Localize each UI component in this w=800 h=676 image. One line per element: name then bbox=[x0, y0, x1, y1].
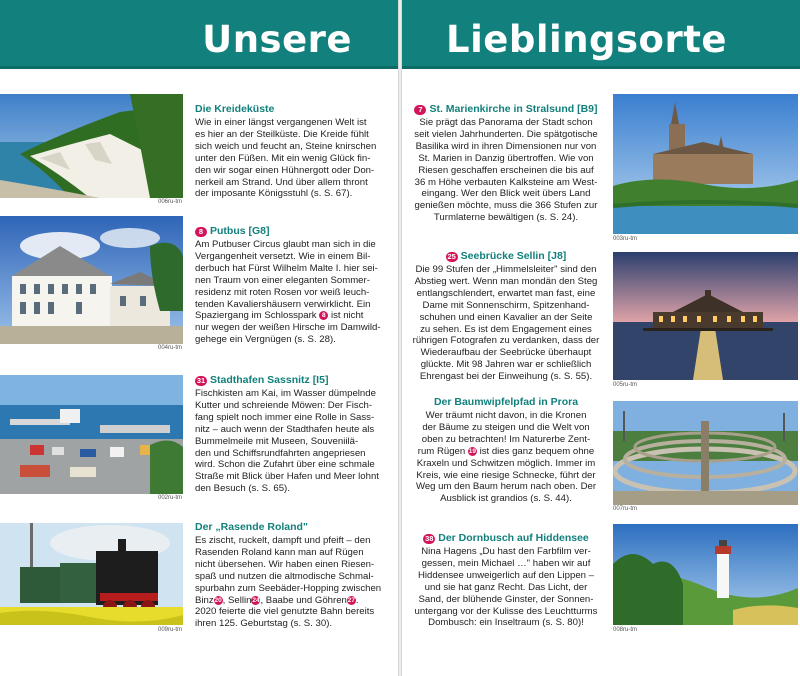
photo-dornbusch bbox=[613, 524, 798, 625]
entry-title: 7 St. Marienkirche in Stralsund [B9] bbox=[408, 103, 604, 116]
header-band-right bbox=[402, 0, 800, 66]
photo-marienkirche bbox=[613, 94, 798, 234]
entry-text: Wer träumt nicht davon, in die Kronen der Bäume zu steigen und die Welt von oben zu betrachten! Im Naturerbe Zent- rum Rügen 19 ist dies ganz bequem ohne Kraxeln und Schwitzen möglich. Immer im Kreis, wie eine riesige Schnecke, führt der Weg um den Baum herum nach oben. Der Ausblick ist grandios (s. S. 44). bbox=[415, 410, 597, 505]
header-band-left bbox=[0, 0, 398, 66]
location-marker: 24 bbox=[252, 596, 260, 604]
entry-putbus bbox=[195, 225, 391, 346]
entry-title: 38 Der Dornbusch auf Hiddensee bbox=[425, 532, 589, 544]
page-heading-left: Unsere bbox=[202, 18, 352, 61]
photo-kreidekueste bbox=[0, 94, 183, 198]
entry-text: Wie in einer längst vergangenen Welt ist es hier an der Steilküste. Die Kreide fühlt sich weich und feucht an, Steine knirschen unter den Füßen. Mit ein wenig Glück fin- den wir sogar einen Hühnergott oder Don- nerkeil am Strand. Und über allem thront der imposante Königsstuhl (s. S. 67). bbox=[195, 117, 377, 200]
entry-title: 31 Stadthafen Sassnitz [I5] bbox=[196, 374, 329, 386]
entry-title: Der „Rasende Roland" bbox=[195, 521, 308, 533]
photo-seebruecke-sellin bbox=[613, 252, 798, 380]
photo-credit: 009ru-tm bbox=[158, 627, 183, 633]
entry-title: 8 Putbus [G8] bbox=[195, 225, 391, 238]
location-number-badge: 25 bbox=[447, 251, 456, 261]
entry-baumwipfelpfad bbox=[408, 396, 604, 505]
entry-kreidekueste bbox=[195, 103, 391, 200]
photo-credit: 006ru-tm bbox=[158, 199, 183, 205]
location-marker: 19 bbox=[468, 447, 476, 455]
location-number-badge: 31 bbox=[196, 375, 206, 385]
header-divider-left bbox=[0, 66, 398, 69]
location-marker: 8 bbox=[319, 311, 328, 320]
photo-credit: 008ru-tm bbox=[613, 627, 638, 633]
entry-text: Sie prägt das Panorama der Stadt schon seit vielen Jahrhunderten. Die spätgotische Basilika wird in ihren Dimensionen nur von St. Marien in Danzig übertroffen. Wie von Riesen geschaffen erscheinen die bis auf 36 m Höhe verbauten Kalksteine am West- eingang. Wer den Blick weit übers Land genießen möchte, muss die 366 Stufen zur Turmlaterne bewältigen (s. S. 24). bbox=[414, 117, 598, 224]
entry-title: 25 Seebrücke Sellin [J8] bbox=[447, 250, 567, 262]
entry-marienkirche bbox=[408, 103, 604, 224]
photo-credit: 003ru-tm bbox=[613, 236, 638, 242]
photo-putbus bbox=[0, 216, 183, 344]
photo-baumwipfelpfad bbox=[613, 401, 798, 505]
left-page bbox=[0, 0, 398, 676]
entry-title: Die Kreideküste bbox=[195, 103, 275, 115]
entry-text: Die 99 Stufen der „Himmelsleiter" sind den Abstieg wert. Wenn man mondän den Steg entlangschlendert, erwartet man fast, eine Dame mit Sonnenschirm, Spitzenhand- schuhen und einen Kavalier an der Seite zu sehen. Es ist dem Engagement eines rührigen Fotografen zu verdanken, dass der Wiederaufbau der Seebrücke überhaupt glückte. Mit 98 Jahren war er schließlich Ehrengast bei der Einweihung (s. S. 55). bbox=[412, 264, 600, 383]
entry-title: Der Baumwipfelpfad in Prora bbox=[433, 396, 579, 408]
entry-rasender-roland bbox=[195, 521, 391, 630]
entry-dornbusch bbox=[408, 532, 604, 629]
photo-sassnitz bbox=[0, 375, 183, 494]
entry-text: Es zischt, ruckelt, dampft und pfeift – den Rasenden Roland kann man auf Rügen nicht übersehen. Wir haben einen Riesen- spaß und nutzen die altmodische Schmal- spurbahn zum Seebäder-Hopping zwischen Binz20, Sellin24, Baabe und Göhren27. 2020 feierte die viel genutzte Bahn bereits ihren 125. Geburtstag (s. S. 30). bbox=[195, 535, 382, 630]
entry-text: Nina Hagens „Du hast den Farbfilm ver- gessen, mein Michael …" haben wir auf Hiddensee unweigerlich auf den Lippen – und sie hat ganz Recht. Das Licht, der Sand, der blühende Ginster, der Sonnen- untergang vor der Kulisse des Leuchtturms Dombusch: ein Inseltraum (s. S. 80)! bbox=[414, 546, 598, 629]
photo-credit: 005ru-tm bbox=[613, 382, 638, 388]
entry-text: Fischkisten am Kai, im Wasser dümpelnde Kutter und schreiende Möwen: Der Fisch- fang spielt noch immer eine Rolle in Sass- nitz – auch wenn der Stadthafen heute als Bummelmeile mit Museen, Souveniilä- den und Schiffsrundfahrten angepriesen wird. Schon die Zufahrt über eine schmale Straße mit Blick über Hafen und Meer lohnt den Besuch (s. S. 65). bbox=[195, 388, 379, 495]
entry-text: Am Putbuser Circus glaubt man sich in die Vergangenheit versetzt. Wie in einem Bil- derbuch hat Fürst Wilhelm Malte I. hier sei- nen Traum von einer eleganten Sommer- residenz mit roten Rosen vor weiß leuch- tenden Kavaliershäusern verwirklicht. Ein Spaziergang im Schlosspark 8 ist nicht nur wegen der weißen Hirsche im Damwild- gehege ein Vergnügen (s. S. 28). bbox=[195, 239, 381, 346]
location-marker: 20 bbox=[214, 596, 222, 604]
location-number-badge: 38 bbox=[425, 533, 434, 543]
location-marker: 27 bbox=[347, 596, 355, 604]
photo-credit: 004ru-tm bbox=[158, 345, 183, 351]
entry-sassnitz bbox=[195, 374, 391, 495]
photo-credit: 002ru-tm bbox=[158, 495, 183, 501]
location-number-badge: 8 bbox=[195, 227, 207, 237]
page-heading-right: Lieblingsorte bbox=[446, 18, 728, 61]
right-page bbox=[402, 0, 800, 676]
header-divider-right bbox=[402, 66, 800, 69]
photo-rasender-roland bbox=[0, 523, 183, 625]
location-number-badge: 7 bbox=[414, 105, 426, 115]
photo-credit: 007ru-tm bbox=[613, 506, 638, 512]
entry-seebruecke-sellin bbox=[408, 250, 604, 383]
